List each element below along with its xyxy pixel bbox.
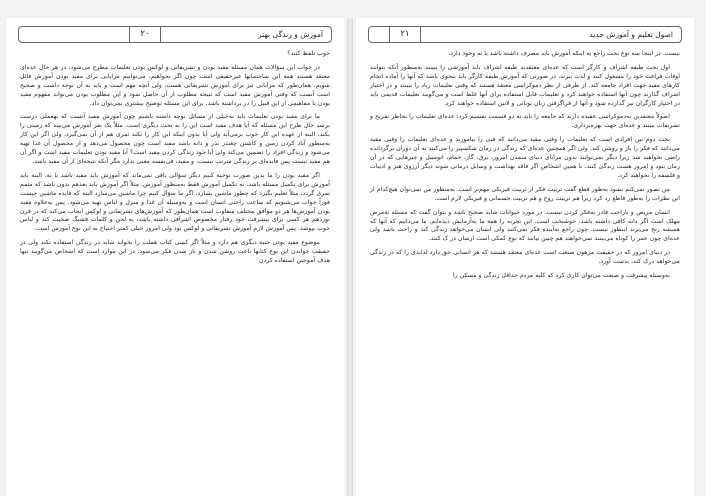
paragraph: موضوع مفید بودن جنبه دیگری هم دارد و مثلاً اگر کسی کتاب هملت را بخواند شاید در زندگی استفاده نکند ولی در حقیقت خواندن این نوع کتابها باعث روشن شدن و باز شدن فکر می‌شود. در این موارد است که اشخاص می‌گویند تنها هدف آموختن استفاده کردن: [20, 239, 330, 265]
paragraph: انسان مریض و ناراحت قادر به‌فکر کردن نیست. در مورد حیوانات شاید صحیح باشد و بتوان گفت که مسئله به‌مرض مهلک است اگر دانه کافی داشته باشد، خوشبخت است. این تجربه را همه ما به‌آزمایش دیده‌ایم. ما می‌دانیم که آنها که همیشه رنج می‌برند اینطور نیست. چون راجع به‌آینده فکر نمی‌کنند ولی انسان می‌خواهد زندگی کند و راحت باشد ولی عده‌ای چون عمر را کوتاه می‌بینند نمی‌خواهند هم چنین بیابند که نوع کمکی است ازشان در ک کنند.: [370, 208, 680, 243]
right-page-header-title: اصول تعلیم و آموزش جدید: [589, 30, 673, 39]
left-page-header-title: آموزش و زندگی بهتر: [258, 30, 323, 39]
paragraph: بحث دوم بین افرادی است که تعلیمات را وقتی مفید می‌دانند که فنی را بیاموزند و عده‌ای تعلیمات را وقتی مفید می‌دانند که فکر را باز و روشن کند. ولی اگر همچنین عده‌ای که زندگی در زمان شکسپیر را می‌کنند به آن دوران برگردانده راضی نخواهند شد زیرا دیگر نمی‌توانند بدون مزایای دنیای متمدن امروز، برق، گاز، حمام، اتومبیل و چیزهایی که در آن زمان نبود و امروز هست زندگی کنند. با همین اشخاص اگر فاقد بهداشت و وسایل درمانی شوند دیگر آرزوی هنر و ادبیات و فلسفه را نخواهند کرد.: [370, 136, 680, 179]
paragraph: در دنیای امروز که در حقیقت مرهون صنعت است عده‌ای معتقد هستند که هر انسانی حق دارد لذایذی را که در زندگی می‌خواهد درک کند، بدست آورد.: [370, 249, 680, 266]
left-page-body: [20, 50, 330, 488]
paragraph: من تصور نمی‌کنم بشود به‌طور قطع گفت تربیت فکر از تربیت فیزیکی مهم‌تر است. به‌منظور من نمی‌توان هیچ‌کدام از این نظرات را به‌طور قاطع رد کرد زیرا هم تربیت روح و هم تربیت جسمانی و فیزیکی لازم است.: [370, 185, 680, 202]
paragraph: ما برای مفید بودن تعلیمات باید به‌خیلی از مسائل توجه داشته باشیم چون آموزش مفید آنست که بهعملی درست برسد حال طرح این مسئله که آیا هدف مفید است این را نه بحث دیگری است. مثلاً یک نفر آموزش می‌بیند که زمینی را بکند، البته از عهده این کار خوب برمی‌آید ولی آیا بدون اینکه این کار را نکند ثمری هم از آن نمی‌گیرد. ولی اگر این کار به‌منظور آباد کردن زمین و کاشتن چغندر بذر و دانه باشد مفید است چون محصول می‌دهد و از محصول آن غذا تهیه می‌شود و زندگی افراد را تضمین می‌کند ولی آیا خود زندگی کردن مفید است؟ آیا مفید بودن تعلیمات مفید است و اگر آن هم مفید نیست پس فایده‌ای بر زندگی مترتب نیست، و مفید، فی‌نفسه معنی ندارد مگر آنکه نتیجه‌ای از آن مفید باشد.: [20, 113, 330, 165]
paragraph: اول بحث طبقه اشراف و کارگر است که عده‌ای معتقدند طبقه اشراف باید آموزشی را ببینند به‌منظور آنکه بتوانند اوقات فراغت خود را مشغول کنند و لذت ببرند، در صورتی که آموزش طبقه کارگر باید بنحوی باشد که آنها را آماده انجام کارهای مفید جهت افراد جامعه کند. از طرفی از نظر دموکراسی معتقد هستند که وقتی تعلیمات زیاد را ببینند و در اختیار اشراف گذارند چون آنها استفاده خواهند کرد و تعلیمات قابل استفاده برای آنها غلط است و می‌گویند تعلیمات قدیمی باید در اختیار کارگران نیز گذارده شود و آنها از فراگرفتن زبان یونانی و لاتین استفاده خواهند کرد.: [370, 63, 680, 107]
paragraph: اگر مفید بودن را ما بدین صورت توجیه کنیم دیگر سؤالی باقی نمی‌ماند که آموزش باید مفید باشد یا نه. البته باید آموزش برای تکمیل مسئله باشد. نه تکمیل آموزش فقط به‌منظور آموزش. مثلاً اگر آموزش باید بعدهم بدون باشد که متمم ثمری گردد، مثلاً تعلیم بگیرد که چطور ماشین بسازد. اگر ما سؤال کنیم چرا ماشین می‌سازد البته که فایده ماشین چیست فوراً جواب می‌شنویم که ساعت راحتی انسان است و به‌وسیله آن غذا و منزل و لباس تهیه می‌شود. پس به‌علاوه مفید بودن آموزش‌ها هر دو موافق مختلف متفاوت است همان‌طور که آموزش‌های تشریفاتی و لوکس ایجاب می‌کند که در قرن نوزدهم هر کسی برای پیشرفت خود رفتار مخصوص اشرافی داشته باشد، به لحن و کلمات فشنگ صحبت کند و لباس خوب بپوشد. پس آموزش لازم آموزش تشریفاتی و لوکس بود ولی امروز خیلی کمتر احتیاج به این نوع آموزش است.: [20, 171, 330, 233]
paragraph: نیست. در اینجا سه نوع بحث راجع به اینکه آموزش باید مصرف داشته باشد یا نه وجود دارد.: [448, 50, 680, 57]
paragraph: به‌وسیله پیشرفت و صنعت می‌توان کاری کرد که کلیه مردم حداقل زندگی و مسکن را: [452, 272, 670, 280]
right-page-header: [368, 26, 682, 43]
left-page: [6, 18, 344, 496]
book-gutter: [347, 18, 353, 496]
paragraph: اصولاً معتقدین به‌دموکراسی عقیده دارند که جامعه را باید به دو قسمت تقسیم کرد: عده‌ای تعلیمات را بخاطر تفریح و تشریفات ببینند و عده‌ای جهت بهره‌برداری.: [370, 113, 680, 130]
left-page-number: ۲۰: [129, 27, 161, 42]
left-page-header: [18, 26, 332, 43]
paragraph: خوب تلفظ کنند؟: [287, 50, 330, 57]
right-page-body: [370, 50, 680, 488]
right-page: [356, 18, 694, 496]
paragraph: در جواب این سؤالات همان مسئله مفید بودن و تشریفاتی و لوکس بودن تعلیمات مطرح می‌شود. در هر حال عده‌ای معتقد هستند همه این ساختمانها غیرحقیقی است چون اگر بخواهیم، می‌توانیم مزایایی برای مفید بودن آموزش قائل شویم، همان‌طور که مزایایی نیز برای آموزش تشریفاتی هست، ولی آنچه مهم است و باید به آن توجه داشت و صحیح است آنست که وقتی آموزش مفید است که نتیجه مطلوب از آن حاصل شود و این مطلوب بودن می‌تواند مفهوم مفید بودن یا مفاهیمی از این قبیل را در برداشته باشد. برای این مسئله توضیح بیشتری نمی‌توان داد.: [20, 63, 330, 107]
right-page-number: ۲۱: [389, 27, 421, 42]
